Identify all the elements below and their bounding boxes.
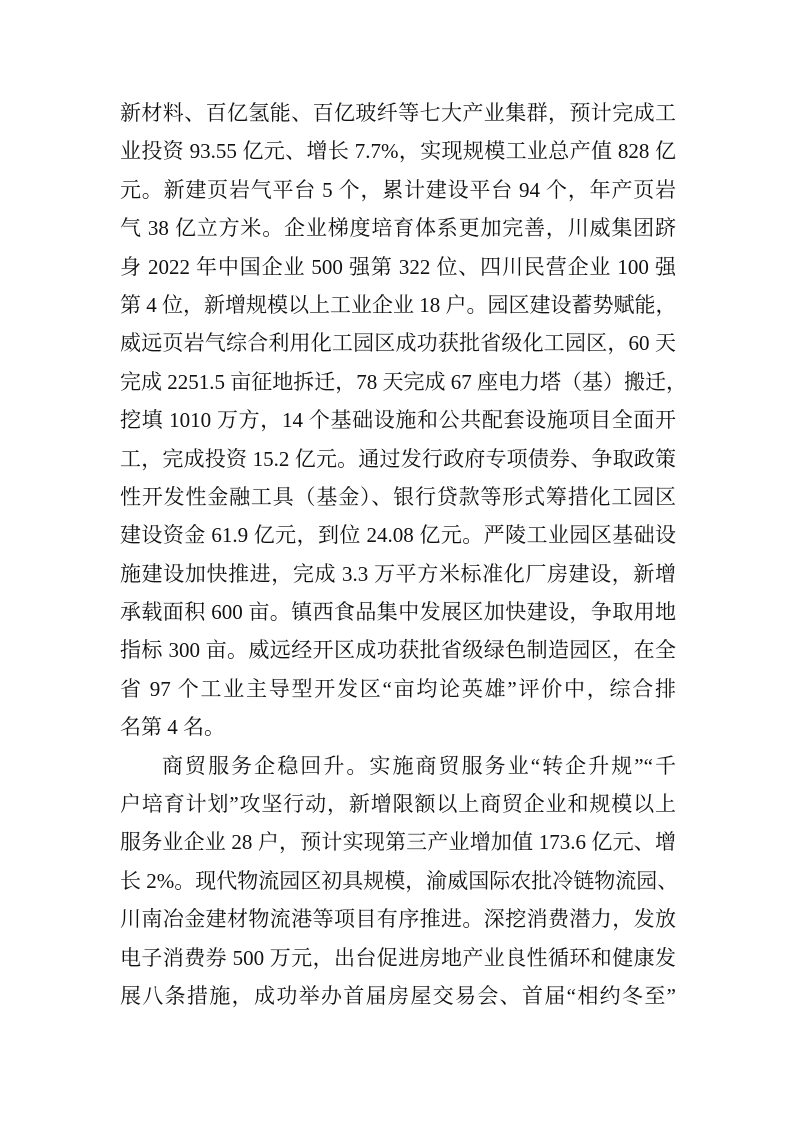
text-line: 服务业企业 28 户，预计实现第三产业增加值 173.6 亿元、增	[120, 830, 676, 855]
text-line: 建设资金 61.9 亿元，到位 24.08 亿元。严陵工业园区基础设	[120, 523, 676, 548]
paragraph	[120, 750, 679, 1019]
text-line: 名第 4 名。	[120, 715, 225, 740]
text-line: 川南冶金建材物流港等项目有序推进。深挖消费潜力，发放	[120, 907, 676, 932]
text-line: 第 4 位，新增规模以上工业企业 18 户。园区建设蓄势赋能，	[120, 292, 677, 317]
text-line: 新材料、百亿氢能、百亿玻纤等七大产业集群，预计完成工	[120, 101, 676, 125]
text-line: 元。新建页岩气平台 5 个，累计建设平台 94 个，年产页岩	[120, 177, 676, 202]
text-line: 省 97 个工业主导型开发区“亩均论英雄”评价中，综合排	[120, 676, 676, 701]
text-line: 工，完成投资 15.2 亿元。通过发行政府专项债券、争取政策	[120, 446, 676, 471]
text-line: 施建设加快推进，完成 3.3 万平方米标准化厂房建设，新增	[120, 561, 676, 586]
text-line: 威远页岩气综合利用化工园区成功获批省级化工园区，60 天	[120, 331, 676, 356]
text-line: 展八条措施，成功举办首届房屋交易会、首届“相约冬至”	[120, 983, 676, 1008]
text-line: 指标 300 亩。威远经开区成功获批省级绿色制造园区，在全	[120, 638, 676, 663]
text-line: 气 38 亿立方米。企业梯度培育体系更加完善，川威集团跻	[120, 216, 676, 241]
text-line: 长 2%。现代物流园区初具规模，渝威国际农批冷链物流园、	[120, 868, 679, 893]
document-page	[120, 97, 687, 1018]
text-line: 身 2022 年中国企业 500 强第 322 位、四川民营企业 100 强	[120, 254, 676, 279]
text-line: 电子消费券 500 万元，出台促进房地产业良性循环和健康发	[120, 945, 676, 970]
text-line: 业投资 93.55 亿元、增长 7.7%，实现规模工业总产值 828 亿	[120, 139, 676, 164]
text-line: 商贸服务企稳回升。实施商贸服务业“转企升规”“千	[162, 753, 676, 778]
text-line: 性开发性金融工具（基金）、银行贷款等形式筹措化工园区	[120, 484, 676, 509]
text-line: 挖填 1010 万方，14 个基础设施和公共配套设施项目全面开	[120, 408, 676, 433]
text-line: 完成 2251.5 亩征地拆迁，78 天完成 67 座电力塔（基）搬迁，	[120, 369, 687, 394]
text-line: 承载面积 600 亩。镇西食品集中发展区加快建设，争取用地	[120, 600, 676, 625]
text-line: 户培育计划”攻坚行动，新增限额以上商贸企业和规模以上	[120, 792, 676, 817]
paragraph	[120, 97, 687, 750]
